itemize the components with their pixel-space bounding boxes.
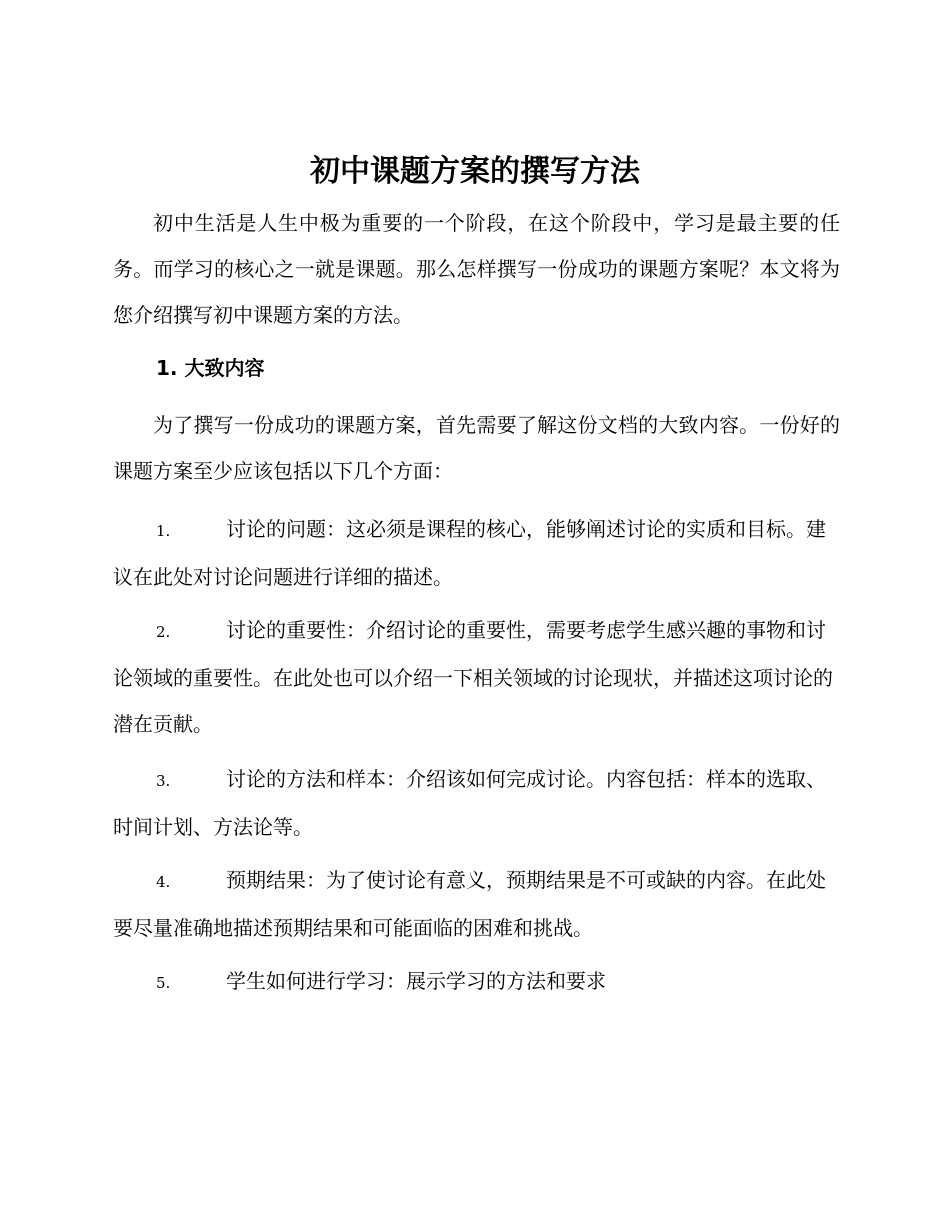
list-number: 2.	[156, 623, 171, 641]
section-heading: 1. 大致内容	[156, 356, 265, 380]
intro-paragraph: 初中生活是人生中极为重要的一个阶段，在这个阶段中，学习是最主要的任务。而学习的核心之一就是课题。那么怎样撰写一份成功的课题方案呢？本文将为您介绍撰写初中课题方案的方法。	[113, 211, 840, 327]
list-number: 3.	[156, 772, 171, 790]
list-item	[113, 506, 840, 600]
list-text: 讨论的问题：这必须是课程的核心，能够阐述讨论的实质和目标。建议在此处对讨论问题进行详细的描述。	[113, 517, 826, 589]
list-item	[113, 607, 840, 747]
list-item	[113, 756, 840, 850]
list-number: 1.	[156, 522, 171, 540]
list-number: 4.	[156, 873, 171, 891]
list-item	[113, 857, 840, 951]
list-text: 学生如何进行学习：展示学习的方法和要求	[226, 969, 606, 993]
list-text: 预期结果：为了使讨论有意义，预期结果是不可或缺的内容。在此处要尽量准确地描述预期结果和可能面临的困难和挑战。	[113, 868, 826, 940]
section-paragraph: 为了撰写一份成功的课题方案，首先需要了解这份文档的大致内容。一份好的课题方案至少应该包括以下几个方面：	[113, 413, 840, 483]
document-title: 初中课题方案的撰写方法	[310, 154, 640, 189]
list-item	[113, 958, 840, 1006]
list-text: 讨论的重要性：介绍讨论的重要性，需要考虑学生感兴趣的事物和讨论领域的重要性。在此处也可以介绍一下相关领域的讨论现状，并描述这项讨论的潜在贡献。	[113, 618, 833, 736]
list-number: 5.	[156, 974, 171, 992]
list-text: 讨论的方法和样本：介绍该如何完成讨论。内容包括：样本的选取、时间计划、方法论等。	[113, 767, 826, 839]
